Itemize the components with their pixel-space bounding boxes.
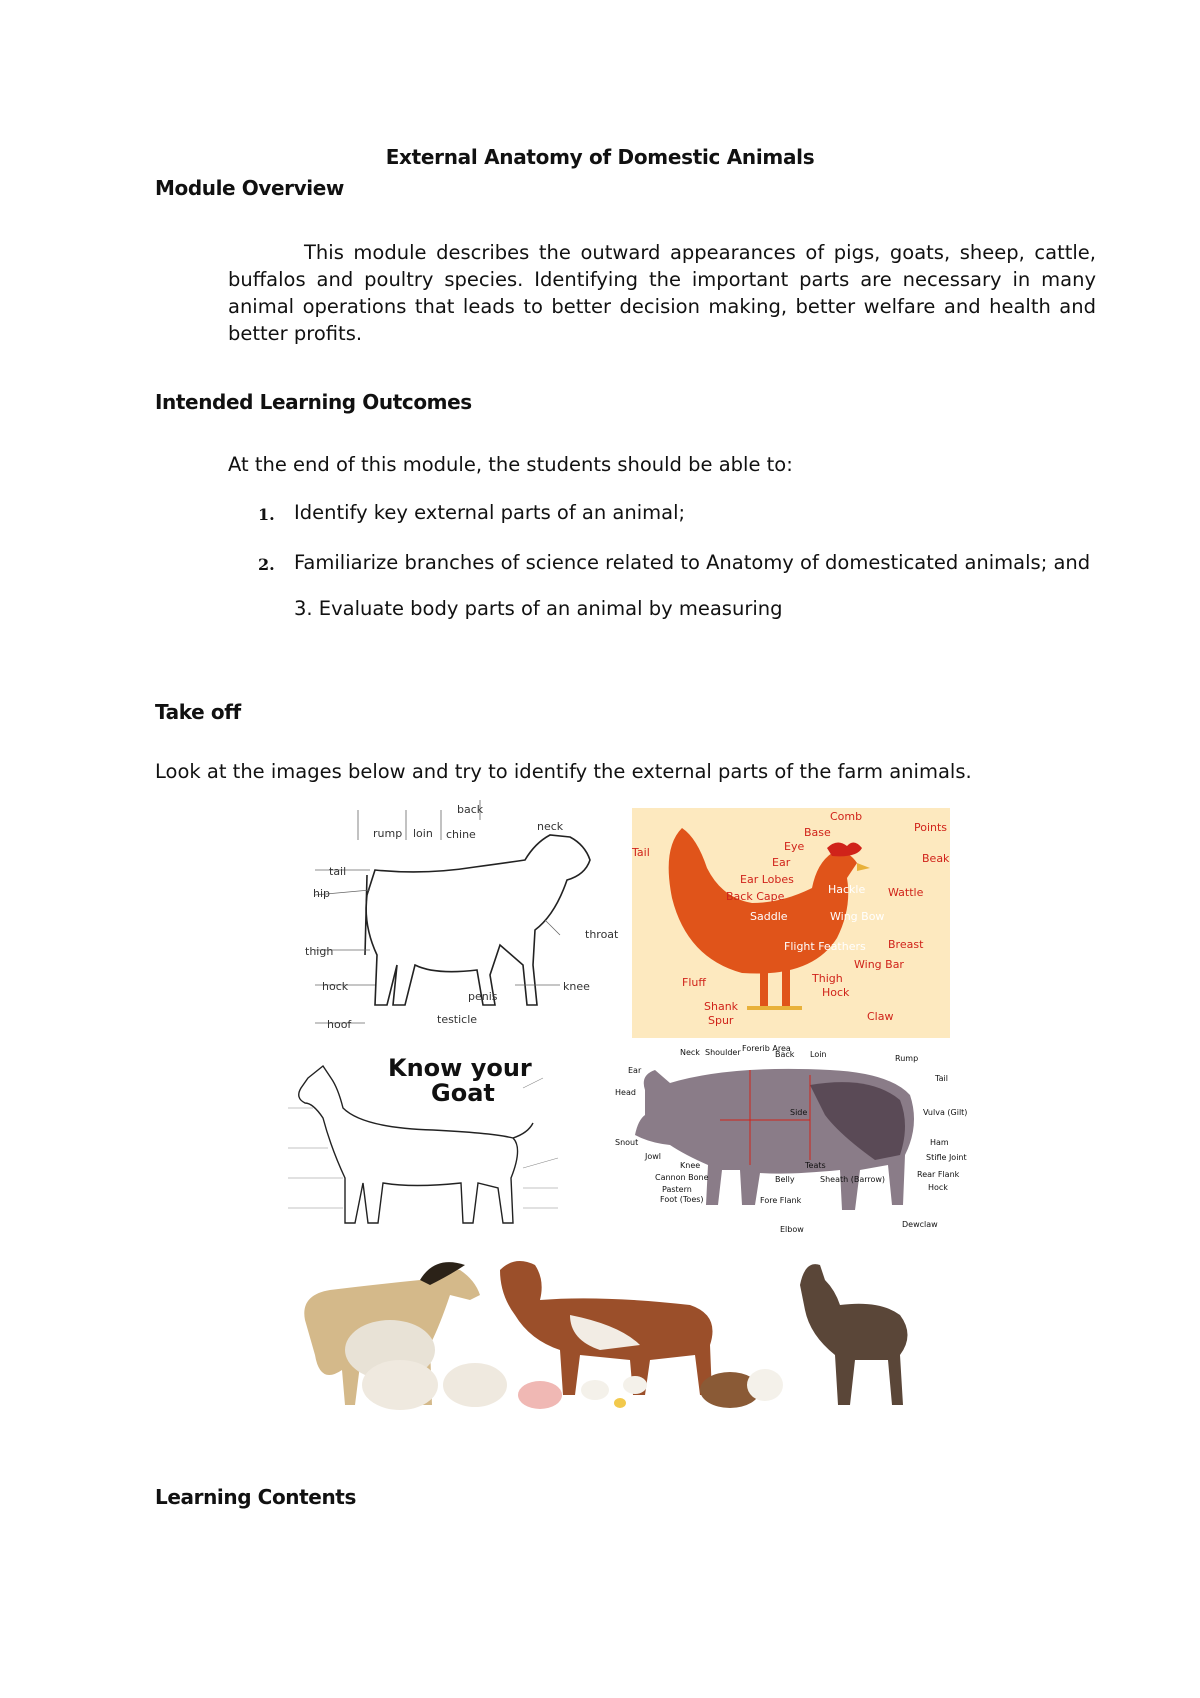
- chicken-label-base: Base: [804, 826, 831, 839]
- chicken-label-claw: Claw: [867, 1010, 894, 1023]
- chicken-label-beak: Beak: [922, 852, 950, 865]
- poultry-image: [581, 1376, 647, 1408]
- chicken-label-tail: Tail: [632, 846, 650, 859]
- pig-label-stifle: Stifle Joint: [926, 1153, 967, 1162]
- module-overview-heading: Module Overview: [155, 176, 344, 200]
- outcome-item-3: 3. Evaluate body parts of an animal by measuring: [294, 597, 783, 620]
- pig-label-elbow: Elbow: [780, 1225, 804, 1234]
- pig-label-ham: Ham: [930, 1138, 949, 1147]
- sheep-image: [345, 1320, 507, 1410]
- pig-label-fore-flank: Fore Flank: [760, 1196, 802, 1205]
- cow-label-loin: loin: [413, 827, 433, 840]
- cow-label-hip: hip: [313, 887, 331, 900]
- pig-label-jowl: Jowl: [645, 1152, 662, 1161]
- chicken-label-wing-bar: Wing Bar: [854, 958, 904, 971]
- outcome-item-2: Familiarize branches of science related to Anatomy of domesticated animals; and: [294, 551, 1091, 574]
- chicken-label-breast: Breast: [888, 938, 924, 951]
- chicken-label-shank: Shank: [704, 1000, 739, 1013]
- cow-label-throat: throat: [585, 928, 619, 941]
- chicken-label-eye: Eye: [784, 840, 805, 853]
- chicken-label-comb: Comb: [830, 810, 863, 823]
- pig-label-loin: Loin: [810, 1050, 827, 1059]
- pig-label-ear: Ear: [628, 1066, 642, 1075]
- cow-anatomy-figure: [305, 805, 625, 1035]
- pig-label-back: Back: [775, 1050, 795, 1059]
- pig-label-side: Side: [790, 1108, 808, 1117]
- pig-label-head: Head: [615, 1088, 636, 1097]
- pig-label-rear-flank: Rear Flank: [917, 1170, 960, 1179]
- cow-label-back: back: [457, 803, 484, 816]
- chicken-label-ear-lobes: Ear Lobes: [740, 873, 794, 886]
- chicken-label-wattle: Wattle: [888, 886, 924, 899]
- donkey-image: [800, 1264, 908, 1405]
- pig-label-vulva: Vulva (Gilt): [923, 1108, 968, 1117]
- chicken-anatomy-figure: [632, 808, 950, 1038]
- chicken-label-back-cape: Back Cape: [726, 890, 785, 903]
- pig-label-knee: Knee: [680, 1161, 701, 1170]
- document-title: External Anatomy of Domestic Animals: [385, 145, 815, 169]
- pig-label-cannon: Cannon Bone: [655, 1173, 709, 1182]
- outcome-number-2: 2.: [258, 555, 275, 574]
- chicken-label-hock: Hock: [822, 986, 850, 999]
- cow-label-rump: rump: [373, 827, 403, 840]
- chicken-label-wing-bow: Wing Bow: [830, 910, 885, 923]
- outcome-item-1: Identify key external parts of an animal;: [294, 501, 686, 524]
- cow-label-testicle: testicle: [437, 1013, 478, 1026]
- cow-label-thigh: thigh: [305, 945, 334, 958]
- cow-label-hoof: hoof: [327, 1018, 352, 1031]
- goat-anatomy-figure: [283, 1048, 583, 1238]
- goat-kid-image: [700, 1369, 783, 1408]
- pig-label-rump: Rump: [895, 1054, 919, 1063]
- chicken-label-spur: Spur: [708, 1014, 734, 1027]
- pig-label-snout: Snout: [615, 1138, 639, 1147]
- pig-label-neck: Neck: [680, 1048, 700, 1057]
- cow-label-tail: tail: [329, 865, 347, 878]
- chicken-label-thigh: Thigh: [812, 972, 843, 985]
- pig-label-pastern: Pastern: [662, 1185, 692, 1194]
- outcome-number-1: 1.: [258, 505, 275, 524]
- learning-outcomes-intro: At the end of this module, the students should be able to:: [228, 453, 793, 476]
- cow-label-chine: chine: [446, 828, 476, 841]
- pig-label-sheath: Sheath (Barrow): [820, 1175, 886, 1184]
- chicken-label-fluff: Fluff: [682, 976, 706, 989]
- pig-anatomy-figure: [610, 1044, 968, 1240]
- goat-title-line1: Know your: [388, 1054, 532, 1082]
- take-off-instruction: Look at the images below and try to identify the external parts of the farm animals.: [155, 760, 972, 783]
- chicken-label-hackle: Hackle: [828, 883, 866, 896]
- pig-label-shoulder: Shoulder: [705, 1048, 741, 1057]
- chicken-label-saddle: Saddle: [750, 910, 788, 923]
- pig-label-hock: Hock: [928, 1183, 948, 1192]
- cow-label-neck: neck: [537, 820, 564, 833]
- take-off-heading: Take off: [155, 700, 241, 724]
- learning-outcomes-heading: Intended Learning Outcomes: [155, 390, 472, 414]
- pig-label-teats: Teats: [805, 1161, 826, 1170]
- pig-label-foot: Foot (Toes): [660, 1195, 704, 1204]
- module-overview-paragraph: This module describes the outward appearances of pigs, goats, sheep, cattle, buffalos and poultry species. Identifying the important parts are necessary in many animal operations that leads to better decision making, better welfare and health and better profits.: [228, 241, 1096, 345]
- piglet-image: [518, 1381, 562, 1409]
- cow-label-hock: hock: [322, 980, 349, 993]
- pig-label-belly: Belly: [775, 1175, 795, 1184]
- cow-label-penis: penis: [468, 990, 498, 1003]
- pig-label-dewclaw: Dewclaw: [902, 1220, 938, 1229]
- learning-contents-heading: Learning Contents: [155, 1485, 356, 1509]
- chicken-label-ear: Ear: [772, 856, 791, 869]
- chicken-label-flight-feathers: Flight Feathers: [784, 940, 866, 953]
- chicken-label-points: Points: [914, 821, 948, 834]
- cow-label-knee: knee: [563, 980, 590, 993]
- pig-label-forerib: Forerib Area: [742, 1044, 791, 1053]
- cow-image: [500, 1261, 713, 1395]
- goat-title-line2: Goat: [431, 1079, 495, 1107]
- pig-label-tail: Tail: [935, 1074, 948, 1083]
- farm-animals-photo: [300, 1245, 930, 1425]
